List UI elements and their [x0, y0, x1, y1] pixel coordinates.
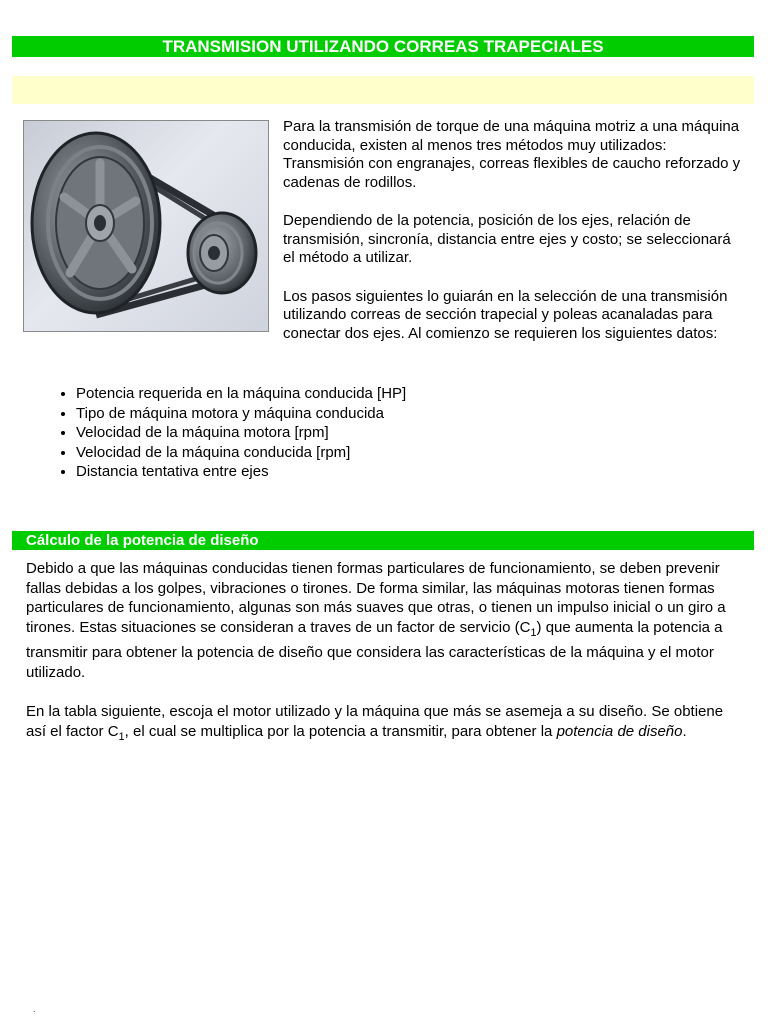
text-run: En la tabla siguiente, escoja el motor utilizado y la máquina que más se asemeja a su diseño. Se obtiene así el factor C: [26, 703, 724, 740]
intro-paragraph-2: Dependiendo de la potencia, posición de los ejes, relación de transmisión, sincronía, distancia entre ejes y costo; se seleccionará el método a utilizar.: [283, 212, 731, 266]
section-paragraph-2: [26, 702, 746, 747]
list-item: • Velocidad de la máquina conducida [rpm]: [76, 443, 406, 463]
text-run: .: [682, 722, 687, 740]
subtitle-band: [12, 76, 754, 104]
text-run: ) que aumenta la potencia a transmitir para obtener la potencia de diseño que considera las características de la máquina y el motor utilizado.: [26, 618, 723, 681]
list-item: • Distancia tentativa entre ejes: [76, 462, 406, 482]
intro-paragraph-1: Para la transmisión de torque de una máquina motriz a una máquina conducida, existen al menos tres métodos muy utilizados: Transmisión con engranajes, correas flexibles de caucho reforzado y cadenas de rodillos.: [283, 118, 741, 191]
page-title: TRANSMISION UTILIZANDO CORREAS TRAPECIALES: [12, 36, 754, 57]
list-item: • Velocidad de la máquina motora [rpm]: [76, 423, 406, 443]
section-paragraph-1: [26, 559, 746, 682]
footer-mark: .: [33, 1004, 36, 1014]
list-item: • Potencia requerida en la máquina conducida [HP]: [76, 384, 406, 404]
text-run: , el cual se multiplica por la potencia a transmitir, para obtener la: [124, 722, 557, 740]
emphasis: potencia de diseño: [556, 722, 683, 740]
intro-paragraph-3: Los pasos siguientes lo guiarán en la selección de una transmisión utilizando correas de sección trapecial y poleas acanaladas para conectar dos ejes. Al comienzo se requieren los siguientes datos:: [283, 287, 728, 342]
section-heading: Cálculo de la potencia de diseño: [12, 531, 754, 550]
subscript: 1: [530, 626, 537, 639]
required-data-list: [56, 384, 406, 482]
image-spacer: [26, 118, 283, 334]
text-run: Debido a que las máquinas conducidas tienen formas particulares de funcionamiento, se deben prevenir fallas debidas a los golpes, vibraciones o tirones. De forma similar, las máquinas motoras tienen formas particulares de funcionamiento, algunas son más suaves que otras, o tienen un impulso inicial o un giro a tirones. Estas situaciones se consideran a traves de un factor de servicio (C: [26, 560, 726, 636]
subscript: 1: [118, 730, 125, 743]
list-item: • Tipo de máquina motora y máquina conducida: [76, 404, 406, 424]
section-body: [26, 559, 746, 767]
intro-text: [26, 118, 746, 363]
